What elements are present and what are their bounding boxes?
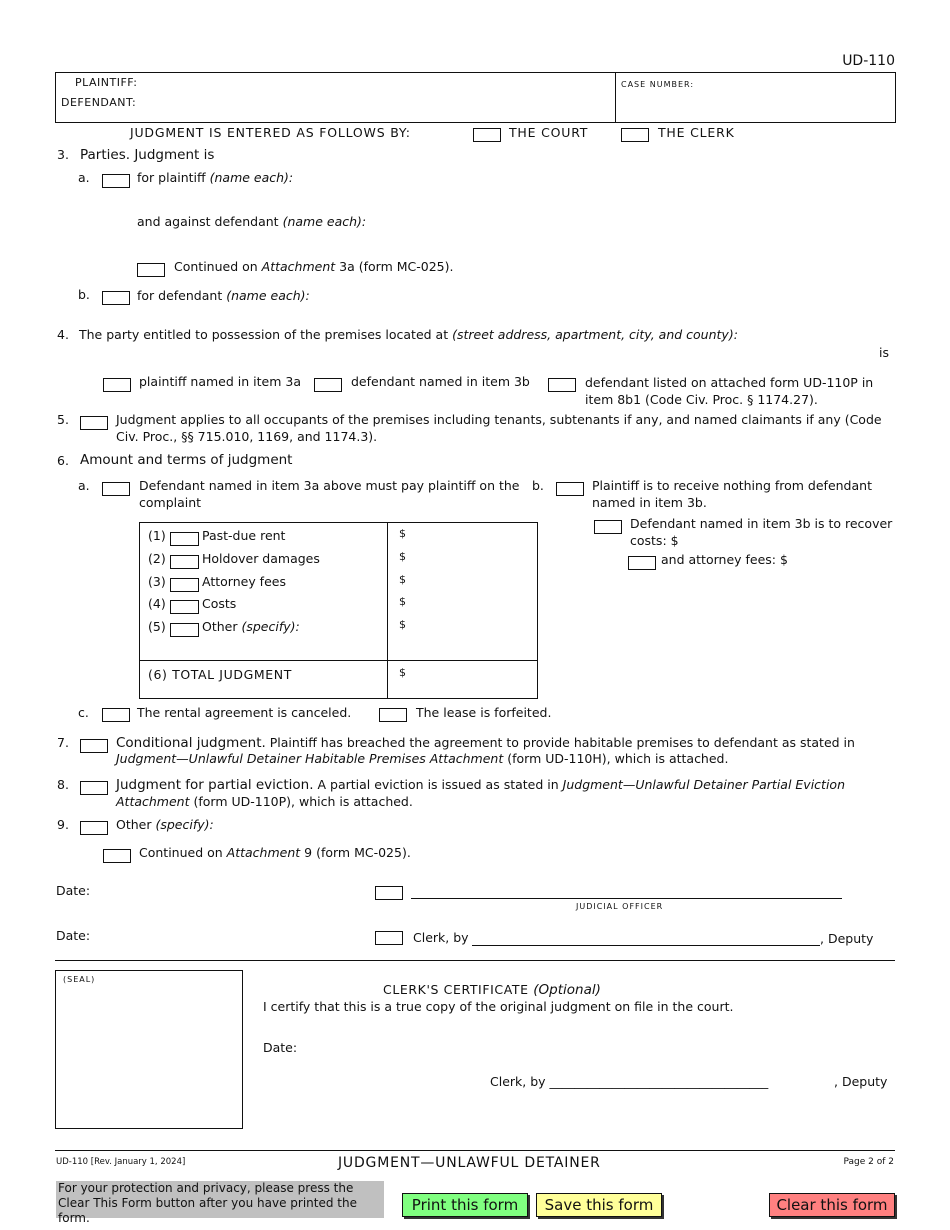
possession-plaintiff-label: plaintiff named in item 3a bbox=[139, 374, 301, 389]
court-checkbox[interactable] bbox=[473, 128, 501, 142]
agreement-canceled-label: The rental agreement is canceled. bbox=[137, 705, 352, 720]
amount-row-label: Costs bbox=[202, 596, 237, 611]
lease-forfeited-label: The lease is forfeited. bbox=[416, 705, 552, 720]
caption-divider bbox=[615, 72, 616, 122]
item6-title: Amount and terms of judgment bbox=[80, 452, 293, 468]
other-checkbox[interactable] bbox=[80, 821, 108, 835]
form-number: UD-110 bbox=[842, 53, 895, 69]
clerk-by-label: Clerk, by bbox=[413, 930, 469, 945]
conditional-judgment-checkbox[interactable] bbox=[80, 739, 108, 753]
receive-nothing-label-2: named in item 3b. bbox=[592, 495, 707, 510]
must-pay-checkbox[interactable] bbox=[102, 482, 130, 496]
certificate-date-label: Date: bbox=[263, 1040, 298, 1055]
plaintiff-label: PLAINTIFF: bbox=[75, 76, 138, 89]
against-defendant-label: and against defendant (name each): bbox=[137, 214, 367, 229]
print-form-button[interactable]: Print this form bbox=[402, 1193, 528, 1217]
item-number: 6. bbox=[57, 453, 69, 468]
amount-row-value[interactable]: $ bbox=[399, 573, 406, 586]
continued-9-label: Continued on Attachment 9 (form MC-025). bbox=[139, 845, 411, 860]
must-pay-label: Defendant named in item 3a above must pay plaintiff on the bbox=[139, 478, 520, 493]
item-letter: b. bbox=[532, 478, 544, 493]
item-letter: c. bbox=[78, 705, 89, 720]
possession-ud110p-label: defendant listed on attached form UD-110P in bbox=[585, 375, 874, 390]
judicial-officer-checkbox[interactable] bbox=[375, 886, 403, 900]
item-number: 7. bbox=[57, 735, 69, 750]
privacy-note: For your protection and privacy, please press the Clear This Form button after you have printed the form. bbox=[56, 1181, 384, 1218]
page-number: Page 2 of 2 bbox=[843, 1157, 894, 1167]
amount-row-label: Holdover damages bbox=[202, 551, 320, 566]
footer-revision: UD-110 [Rev. January 1, 2024] bbox=[56, 1157, 186, 1167]
clerk-deputy-checkbox[interactable] bbox=[375, 931, 403, 945]
item7-text: Conditional judgment. Plaintiff has breached the agreement to provide habitable premises to defendant as stated in bbox=[116, 735, 855, 751]
item-number: 4. bbox=[57, 327, 69, 342]
certificate-clerk-line: Clerk, by ___________________________________ bbox=[490, 1074, 769, 1089]
possession-plaintiff-checkbox[interactable] bbox=[103, 378, 131, 392]
amount-row-checkbox[interactable] bbox=[170, 578, 199, 592]
clerk-label: THE CLERK bbox=[658, 125, 735, 140]
certificate-deputy-label: , Deputy bbox=[834, 1074, 888, 1089]
amount-row-number: (3) bbox=[148, 574, 166, 589]
item-number: 5. bbox=[57, 412, 69, 427]
entered-by-label: JUDGMENT IS ENTERED AS FOLLOWS BY: bbox=[130, 125, 411, 140]
recover-costs-label: Defendant named in item 3b is to recover bbox=[630, 516, 893, 531]
clear-form-button[interactable]: Clear this form bbox=[769, 1193, 895, 1217]
possession-defendant-label: defendant named in item 3b bbox=[351, 374, 530, 389]
item7-text-2: Judgment—Unlawful Detainer Habitable Premises Attachment (form UD-110H), which is attached. bbox=[116, 751, 729, 766]
attorney-fees-label: and attorney fees: $ bbox=[661, 552, 788, 567]
for-defendant-checkbox[interactable] bbox=[102, 291, 130, 305]
recover-costs-label-2: costs: $ bbox=[630, 533, 679, 548]
item5-text-2: Civ. Proc., §§ 715.010, 1169, and 1174.3). bbox=[116, 429, 378, 444]
amount-row-value[interactable]: $ bbox=[399, 527, 406, 540]
other-label: Other (specify): bbox=[116, 817, 214, 832]
agreement-canceled-checkbox[interactable] bbox=[102, 708, 130, 722]
amount-row-checkbox[interactable] bbox=[170, 623, 199, 637]
item-letter: b. bbox=[78, 287, 90, 302]
item-number: 9. bbox=[57, 817, 69, 832]
defendant-label: DEFENDANT: bbox=[61, 96, 137, 109]
clerk-checkbox[interactable] bbox=[621, 128, 649, 142]
date-label: Date: bbox=[56, 928, 91, 943]
must-pay-label-2: complaint bbox=[139, 495, 202, 510]
amount-row-label: Other (specify): bbox=[202, 619, 300, 634]
amount-row-checkbox[interactable] bbox=[170, 600, 199, 614]
amount-row-checkbox[interactable] bbox=[170, 532, 199, 546]
item3-title: Parties. Judgment is bbox=[80, 147, 215, 163]
continued-9-checkbox[interactable] bbox=[103, 849, 131, 863]
amount-row-checkbox[interactable] bbox=[170, 555, 199, 569]
seal-label: (SEAL) bbox=[63, 975, 96, 984]
amount-row-number: (5) bbox=[148, 619, 166, 634]
item-number: 3. bbox=[57, 147, 69, 162]
item8-text-2: Attachment (form UD-110P), which is attached. bbox=[116, 794, 413, 809]
amount-row-value[interactable]: $ bbox=[399, 550, 406, 563]
judicial-officer-label: JUDICIAL OFFICER bbox=[576, 902, 664, 911]
total-judgment-label: (6) TOTAL JUDGMENT bbox=[148, 667, 292, 682]
item4-is: is bbox=[879, 345, 889, 360]
seal-box bbox=[55, 970, 243, 1129]
item8-text: Judgment for partial eviction. A partial eviction is issued as stated in Judgment—Unlawful Detainer Partial Eviction bbox=[116, 777, 845, 793]
item-letter: a. bbox=[78, 478, 90, 493]
court-label: THE COURT bbox=[509, 125, 589, 140]
possession-defendant-checkbox[interactable] bbox=[314, 378, 342, 392]
certificate-text: I certify that this is a true copy of the original judgment on file in the court. bbox=[263, 999, 734, 1014]
receive-nothing-checkbox[interactable] bbox=[556, 482, 584, 496]
item-letter: a. bbox=[78, 170, 90, 185]
partial-eviction-checkbox[interactable] bbox=[80, 781, 108, 795]
save-form-button[interactable]: Save this form bbox=[536, 1193, 662, 1217]
for-defendant-label: for defendant (name each): bbox=[137, 288, 310, 303]
item5-text: Judgment applies to all occupants of the premises including tenants, subtenants if any, and named claimants if any (Code bbox=[116, 412, 882, 427]
caption-box bbox=[55, 72, 896, 123]
amount-row-number: (2) bbox=[148, 551, 166, 566]
all-occupants-checkbox[interactable] bbox=[80, 416, 108, 430]
total-judgment-amount: $ bbox=[399, 666, 406, 679]
receive-nothing-label: Plaintiff is to receive nothing from defendant bbox=[592, 478, 872, 493]
item-number: 8. bbox=[57, 777, 69, 792]
amount-row-label: Attorney fees bbox=[202, 574, 286, 589]
date-label: Date: bbox=[56, 883, 91, 898]
for-plaintiff-label: for plaintiff (name each): bbox=[137, 170, 294, 185]
table-row-divider bbox=[139, 660, 537, 661]
divider bbox=[55, 960, 895, 961]
attorney-fees-checkbox[interactable] bbox=[628, 556, 656, 570]
item4-text: The party entitled to possession of the premises located at (street address, apartment, city, and county): bbox=[79, 327, 738, 342]
clerk-signature-line[interactable] bbox=[472, 945, 820, 946]
certificate-title: CLERK'S CERTIFICATE (Optional) bbox=[383, 982, 601, 998]
table-column-divider bbox=[387, 522, 388, 698]
amount-row-value[interactable]: $ bbox=[399, 595, 406, 608]
recover-costs-checkbox[interactable] bbox=[594, 520, 622, 534]
possession-ud110p-label-2: item 8b1 (Code Civ. Proc. § 1174.27). bbox=[585, 392, 818, 407]
lease-forfeited-checkbox[interactable] bbox=[379, 708, 407, 722]
continued-3a-label: Continued on Attachment 3a (form MC-025). bbox=[174, 259, 454, 274]
footer-title: JUDGMENT—UNLAWFUL DETAINER bbox=[338, 1155, 601, 1171]
amount-row-number: (1) bbox=[148, 528, 166, 543]
continued-3a-checkbox[interactable] bbox=[137, 263, 165, 277]
deputy-label: , Deputy bbox=[820, 931, 874, 946]
footer-divider bbox=[55, 1150, 895, 1151]
case-number-label: CASE NUMBER: bbox=[621, 80, 695, 89]
for-plaintiff-checkbox[interactable] bbox=[102, 174, 130, 188]
amount-row-number: (4) bbox=[148, 596, 166, 611]
possession-ud110p-checkbox[interactable] bbox=[548, 378, 576, 392]
amount-row-value[interactable]: $ bbox=[399, 618, 406, 631]
amount-row-label: Past-due rent bbox=[202, 528, 286, 543]
